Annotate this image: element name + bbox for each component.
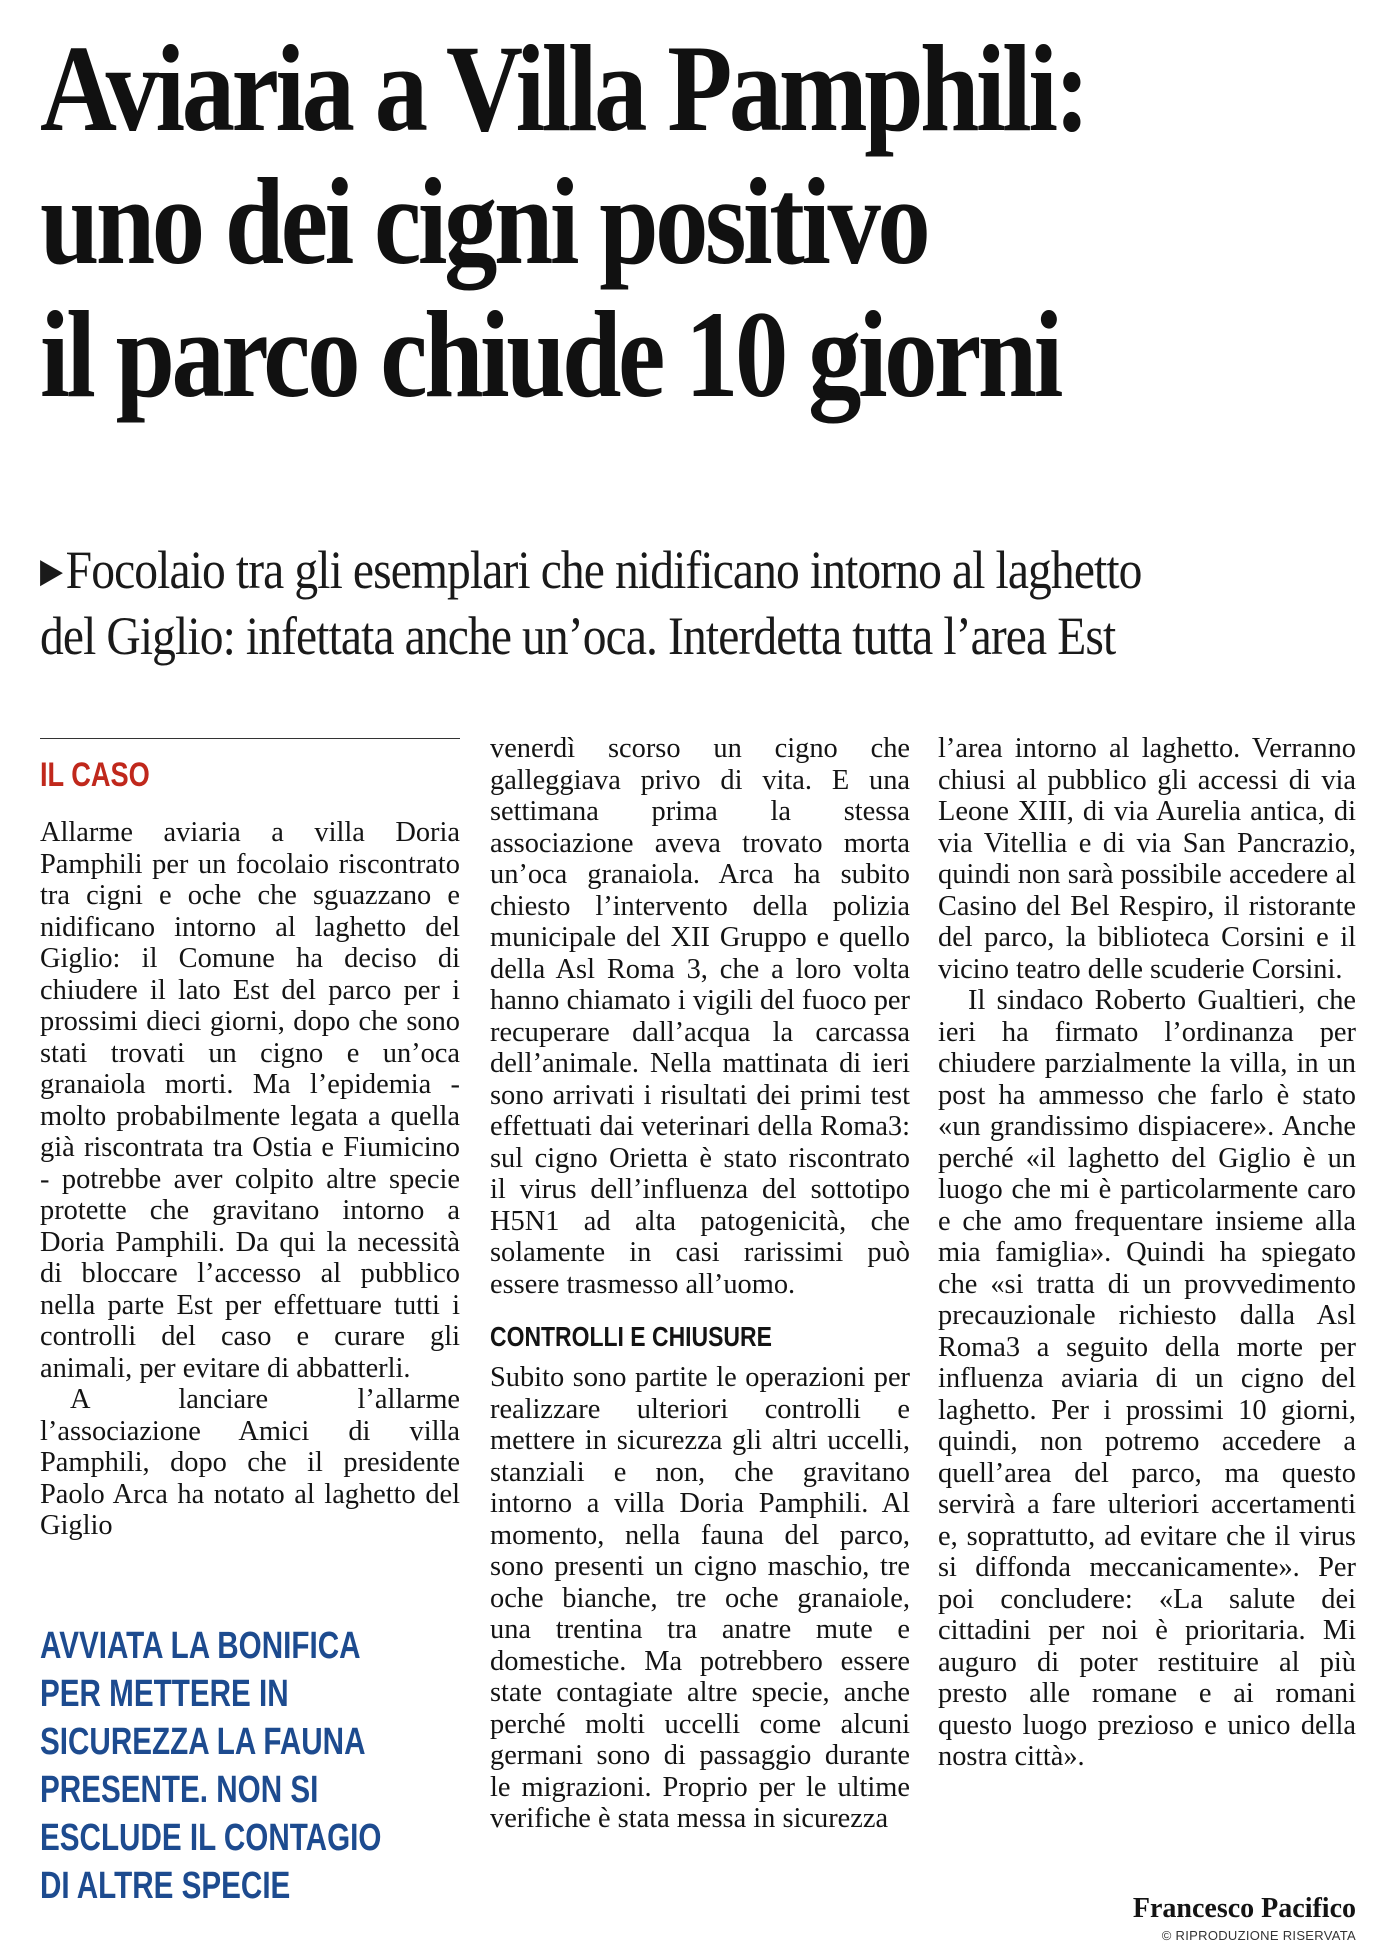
deck-subheadline xyxy=(40,538,1202,668)
paragraph: Il sindaco Roberto Gualtieri, che ieri ha firmato l’ordinanza per chiudere parzialmente la villa, in un post ha ammesso che farlo è stato «un grandissimo dispiacere». Anche perché «il laghetto del Giglio è un luogo che mi è particolarmente caro e che amo frequentare insieme alla mia famiglia». Quindi ha spiegato che «si tratta di un provvedimento precauzionale richiesto dalla Asl Roma3 a seguito della morte per influenza aviaria di un cigno del laghetto. Per i prossimi 10 giorni, quindi, non potremo accedere a quell’area del parco, ma questo servirà a fare ulteriori accertamenti e, soprattutto, ad evitare che il virus si diffonda meccanicamente». Per poi concludere: «La salute dei cittadini per noi è prioritaria. Mi auguro di poter restituire al più presto alle romane e ai romani questo luogo prezioso e unico della nostra città». xyxy=(938,985,1356,1772)
pull-quote-line: SICUREZZA LA FAUNA xyxy=(40,1721,366,1763)
paragraph: Allarme aviaria a villa Doria Pamphili per un focolaio riscontrato tra cigni e oche che sguazzano e nidificano intorno al laghetto del Giglio: il Comune ha deciso di chiudere il lato Est del parco per i prossimi dieci giorni, dopo che sono stati trovati un cigno e un’oca granaiola morti. Ma l’epidemia - molto probabilmente legata a quella già riscontrata tra Ostia e Fiumicino - potrebbe aver colpito altre specie protette che gravitano intorno a Doria Pamphili. Da qui la necessità di bloccare l’accesso al pubblico nella parte Est per effettuare tutti i controlli del caso e curare gli animali, per evitare di abbatterli. xyxy=(40,817,460,1384)
column-3 xyxy=(938,733,1356,1773)
pull-quote xyxy=(40,1622,460,1910)
deck-line-1: Focolaio tra gli esemplari che nidificano intorno al laghetto xyxy=(65,540,1142,600)
deck-line-2: del Giglio: infettata anche un’oca. Interdetta tutta l’area Est xyxy=(40,606,1116,666)
headline-line-1: Aviaria a Villa Pamphili: xyxy=(40,20,1087,157)
headline-line-2: uno dei cigni positivo xyxy=(40,153,928,290)
headline xyxy=(40,22,1184,421)
pull-quote-line: PER METTERE IN xyxy=(40,1673,289,1715)
paragraph: Subito sono partite le operazioni per realizzare ulteriori controlli e mettere in sicurezza gli altri uccelli, stanziali e non, che gravitano intorno a villa Doria Pamphili. Al momento, nella fauna del parco, sono presenti un cigno maschio, tre oche bianche, tre oche granaiole, una trentina tra anatre mute e domestiche. Ma potrebbero essere state contagiate altre specie, anche perché molti uccelli come alcuni germani sono di passaggio durante le migrazioni. Proprio per le ultime verifiche è stata messa in sicurezza xyxy=(490,1362,910,1834)
headline-line-3: il parco chiude 10 giorni xyxy=(40,286,1060,423)
paragraph: l’area intorno al laghetto. Verranno chiusi al pubblico gli accessi di via Leone XIII, di via Aurelia antica, di via Vitellia e di via San Pancrazio, quindi non sarà possibile accedere al Casino del Bel Respiro, il ristorante del parco, la biblioteca Corsini e il vicino teatro delle scuderie Corsini. xyxy=(938,733,1356,985)
section-kicker: IL CASO xyxy=(40,756,150,794)
copyright-notice: © RIPRODUZIONE RISERVATA xyxy=(1161,1928,1356,1943)
column-1 xyxy=(40,730,460,1542)
paragraph: venerdì scorso un cigno che galleggiava privo di vita. E una settimana prima la stessa associazione aveva trovato morta un’oca granaiola. Arca ha subito chiesto l’intervento della polizia municipale del XII Gruppo e quello della Asl Roma 3, che a loro volta hanno chiamato i vigili del fuoco per recuperare dall’acqua la carcassa dell’animale. Nella mattinata di ieri sono arrivati i risultati dei primi test effettuati dai veterinari della Roma3: sul cigno Orietta è stato riscontrato il virus dell’influenza del sottotipo H5N1 ad alta patogenicità, che solamente in casi rarissimi può essere trasmesso all’uomo. xyxy=(490,733,910,1300)
author-byline: Francesco Pacifico xyxy=(1132,1893,1356,1924)
section-divider xyxy=(40,738,460,739)
section-subhead: CONTROLLI E CHIUSURE xyxy=(490,1321,772,1352)
pull-quote-line: PRESENTE. NON SI xyxy=(40,1769,319,1811)
column-2 xyxy=(490,733,910,1835)
pull-quote-line: DI ALTRE SPECIE xyxy=(40,1865,291,1907)
pull-quote-line: ESCLUDE IL CONTAGIO xyxy=(40,1817,382,1859)
triangle-arrow-icon: ▶ xyxy=(40,553,63,590)
pull-quote-line: AVVIATA LA BONIFICA xyxy=(40,1625,361,1667)
paragraph: A lanciare l’allarme l’associazione Amici di villa Pamphili, dopo che il presidente Paolo Arca ha notato al laghetto del Giglio xyxy=(40,1384,460,1541)
